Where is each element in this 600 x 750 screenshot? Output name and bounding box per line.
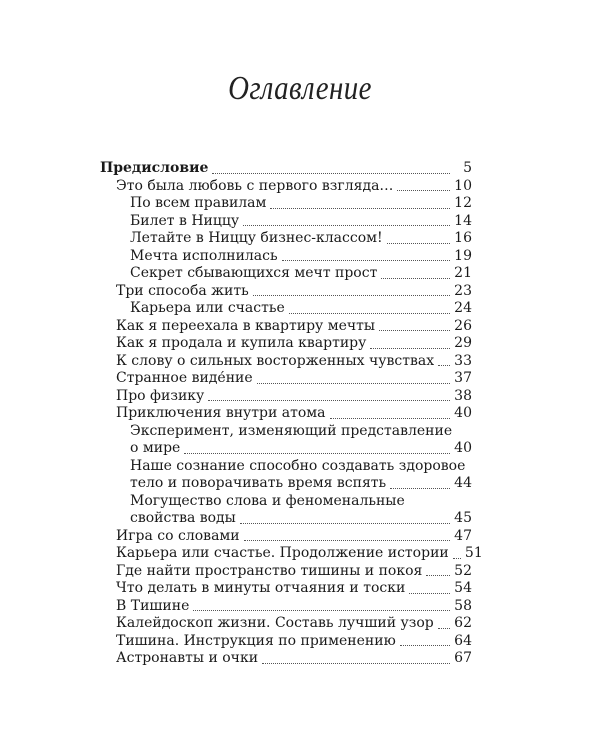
toc-entry: [100, 370, 472, 388]
toc-page-number: 12: [454, 195, 472, 211]
toc-page-number: 24: [454, 300, 472, 316]
toc-entry-title: Тишина. Инструкция по применению: [116, 632, 396, 649]
toc-dot-leader: [438, 365, 450, 366]
toc-entry: [100, 580, 472, 598]
toc-entry-title: Астронавты и очки: [116, 650, 259, 666]
toc-page-number: 54: [454, 580, 472, 596]
toc-entry: [100, 318, 472, 336]
toc-entry-title: Секрет сбывающихся мечт прост: [130, 265, 378, 281]
toc-dot-leader: [193, 610, 450, 611]
toc-entry-title: Что делать в минуты отчаяния и тоски: [116, 580, 406, 596]
toc-entry-title: Карьера или счастье. Продолжение истории: [116, 545, 449, 561]
toc-entry-title: Мечта исполнилась: [130, 247, 278, 264]
toc-page-number: 47: [454, 527, 472, 544]
toc-dot-leader: [379, 330, 450, 331]
toc-dot-leader: [400, 645, 450, 646]
toc-entry-title: Как я продала и купила квартиру: [116, 335, 367, 351]
toc-entry: [100, 528, 472, 546]
toc-entry: [100, 388, 472, 406]
toc-entry: [100, 248, 472, 266]
toc-page-number: 62: [454, 615, 472, 631]
toc-page-number: 44: [454, 475, 472, 491]
toc-page-number: 58: [454, 597, 472, 614]
toc-entry-title: Про физику: [116, 387, 205, 404]
toc-entry: [100, 160, 472, 178]
toc-entry-title-line: свойства воды: [130, 510, 236, 526]
toc-entry-title: Предисловие: [100, 160, 209, 176]
toc-entry: [100, 615, 472, 633]
toc-entry-title: Приключения внутри атома: [116, 405, 326, 421]
toc-dot-leader: [409, 593, 450, 594]
toc-page-number: 10: [454, 177, 472, 194]
toc-entry: [100, 545, 483, 563]
toc-page-number: 37: [454, 370, 472, 386]
toc-entry-title: Где найти пространство тишины и покоя: [116, 562, 423, 579]
toc-dot-leader: [208, 400, 450, 401]
page-title: Оглавление: [228, 70, 372, 107]
toc-entry-last-line: [130, 440, 472, 458]
toc-entry: [100, 265, 472, 283]
toc-dot-leader: [212, 173, 450, 174]
toc-dot-leader: [270, 208, 450, 209]
toc-entry-title: К слову о сильных восторженных чувствах: [116, 352, 435, 369]
toc-entry: [100, 650, 472, 668]
toc-entry: [100, 598, 472, 616]
toc-entry: [100, 423, 472, 458]
toc-page-number: 29: [454, 335, 472, 351]
toc-entry-title: Билет в Ниццу: [130, 212, 240, 229]
toc-entry-title: Три способа жить: [116, 282, 249, 299]
toc-entry: [100, 230, 472, 248]
toc-dot-leader: [438, 628, 450, 629]
toc-entry-title-line: о мире: [130, 440, 181, 456]
toc-entry: [100, 335, 472, 353]
toc-page-number: 51: [464, 545, 483, 561]
toc-dot-leader: [240, 523, 450, 524]
toc-entry-last-line: [130, 475, 472, 493]
toc-entry: [100, 563, 472, 581]
toc-dot-leader: [387, 243, 450, 244]
toc-entry-title-line: Могущество слова и феноменальные: [130, 492, 405, 509]
toc-dot-leader: [253, 295, 450, 296]
toc-entry-title-line: Эксперимент, изменяющий представление: [130, 422, 453, 439]
toc-entry: [100, 458, 472, 493]
toc-dot-leader: [397, 190, 450, 191]
toc-page-number: 19: [454, 247, 472, 264]
toc-entry: [100, 633, 472, 651]
toc-page-number: 33: [454, 352, 472, 369]
toc-entry-last-line: [130, 510, 472, 528]
toc-entry-title: По всем правилам: [130, 195, 267, 211]
toc-entry-title: Странное виде́ние: [116, 370, 253, 386]
toc-dot-leader: [184, 453, 450, 454]
toc-entry-title-line: Наше сознание способно создавать здоровое: [130, 457, 466, 474]
toc-entry-title: Игра со словами: [116, 527, 240, 544]
toc-dot-leader: [243, 225, 450, 226]
toc-page-number: 40: [454, 405, 472, 421]
toc-dot-leader: [262, 663, 450, 664]
toc-page-number: 45: [454, 510, 472, 526]
toc-dot-leader: [390, 488, 450, 489]
toc-entry-title: Калейдоскоп жизни. Составь лучший узор: [116, 615, 434, 631]
toc-entry-title: В Тишине: [116, 597, 190, 614]
toc-entry: [100, 213, 472, 231]
toc-page-number: 38: [454, 387, 472, 404]
toc-page-number: 16: [454, 230, 472, 246]
toc-page-number: 64: [454, 632, 472, 649]
toc-entry: [100, 300, 472, 318]
toc-dot-leader: [244, 540, 450, 541]
toc-entry: [100, 405, 472, 423]
toc-page-number: 21: [454, 265, 472, 281]
table-of-contents: [100, 160, 483, 668]
toc-dot-leader: [370, 348, 450, 349]
toc-entry-title: Летайте в Ниццу бизнес-классом!: [130, 230, 383, 246]
toc-page-number: 23: [454, 282, 472, 299]
toc-entry: [100, 283, 472, 301]
toc-entry-title: Это была любовь с первого взгляда…: [116, 177, 394, 194]
toc-dot-leader: [282, 260, 450, 261]
toc-dot-leader: [426, 575, 450, 576]
toc-page-number: 26: [454, 317, 472, 334]
toc-page-number: 67: [454, 650, 472, 666]
toc-dot-leader: [330, 418, 450, 419]
toc-entry: [100, 353, 472, 371]
toc-entry: [100, 195, 472, 213]
toc-page-number: 52: [454, 562, 472, 579]
toc-page-number: 40: [454, 440, 472, 456]
toc-page-number: 5: [463, 160, 472, 176]
toc-entry: [100, 178, 472, 196]
toc-entry: [100, 493, 472, 528]
toc-dot-leader: [453, 558, 461, 559]
toc-entry-title: Как я переехала в квартиру мечты: [116, 317, 376, 334]
toc-dot-leader: [289, 313, 450, 314]
toc-page-number: 14: [454, 212, 472, 229]
toc-entry-title: Карьера или счастье: [130, 300, 285, 316]
toc-entry-title-line: тело и поворачивать время вспять: [130, 475, 387, 491]
toc-dot-leader: [381, 278, 450, 279]
toc-dot-leader: [257, 383, 450, 384]
